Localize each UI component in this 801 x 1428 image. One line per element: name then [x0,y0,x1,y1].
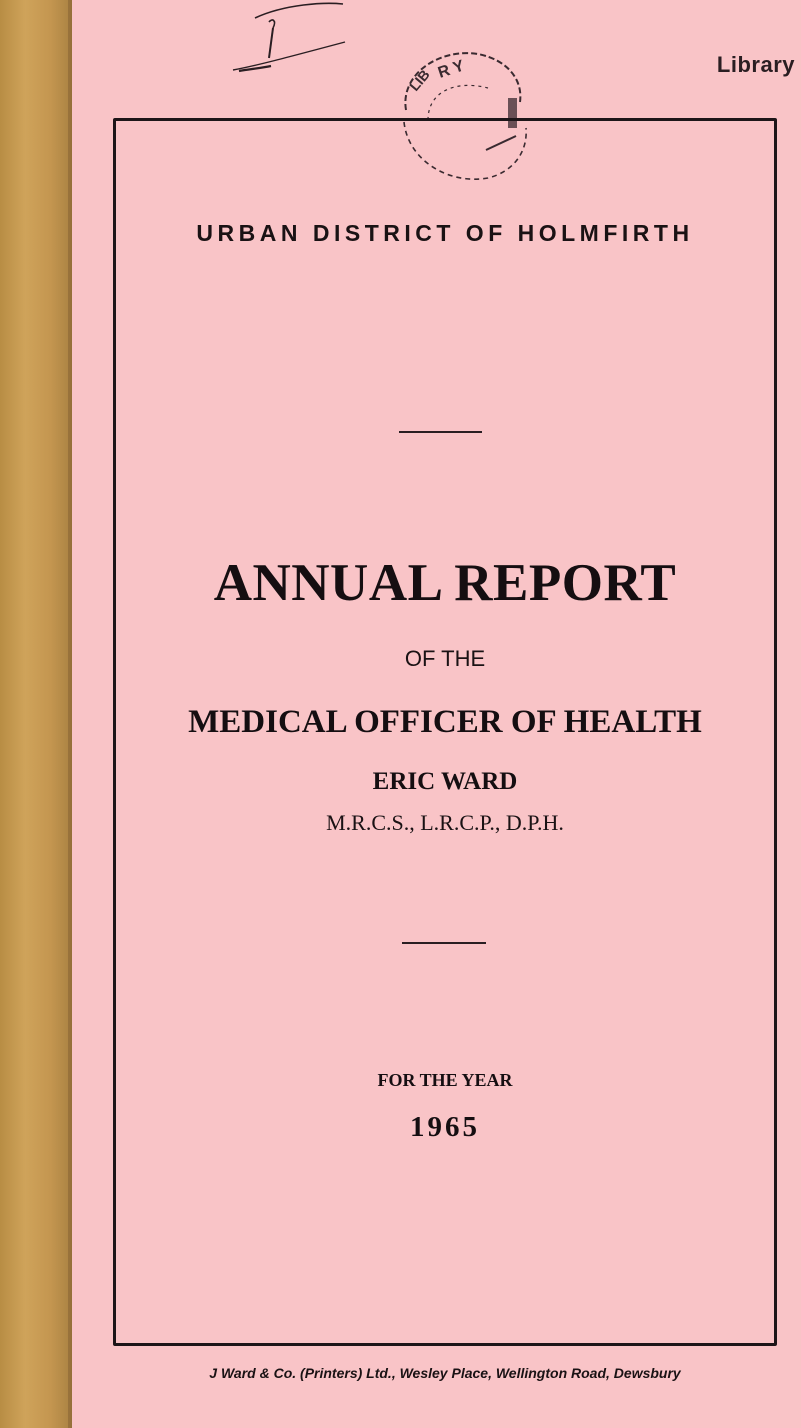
author-name: ERIC WARD [372,768,518,795]
report-of-the: OF THE [404,646,486,671]
svg-text:R Y: R Y [435,57,467,82]
report-year: 1965 [410,1111,480,1143]
report-title: ANNUAL REPORT [213,554,677,612]
svg-text:LIB: LIB [406,66,433,94]
library-label-stamp: Library [716,52,795,77]
divider-bottom [402,942,486,944]
report-subtitle: MEDICAL OFFICER OF HEALTH [188,704,702,740]
binding-spine [0,0,72,1428]
district-heading: URBAN DISTRICT OF HOLMFIRTH [196,220,694,246]
for-the-year-label: FOR THE YEAR [377,1070,513,1090]
divider-top [399,431,482,433]
printer-imprint: J Ward & Co. (Printers) Ltd., Wesley Place, Wellington Road, Dewsbury [209,1365,681,1381]
handwritten-mark [225,0,355,90]
author-qualifications: M.R.C.S., L.R.C.P., D.P.H. [326,810,564,835]
